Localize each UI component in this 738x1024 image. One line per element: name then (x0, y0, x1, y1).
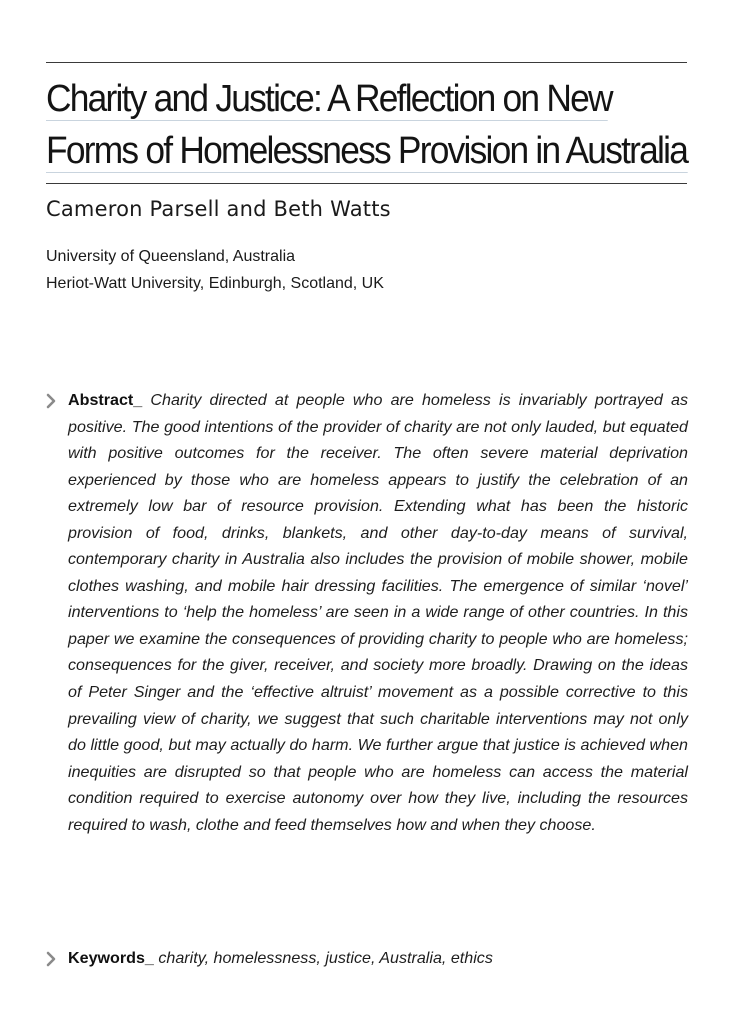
keywords-section (68, 945, 688, 972)
affiliation-list (46, 243, 384, 297)
title-line-2: Forms of Homelessness Provision in Australia (46, 130, 688, 172)
paper-title (46, 73, 688, 177)
keywords-text: charity, homelessness, justice, Australia, ethics (158, 949, 493, 967)
title-line-1-underline (46, 120, 608, 121)
bottom-rule (46, 183, 687, 184)
abstract-label: Abstract_ (68, 391, 143, 409)
affiliation-1: University of Queensland, Australia (46, 248, 296, 265)
abstract-section (68, 387, 688, 838)
abstract-text: Charity directed at people who are homeless is invariably portrayed as positive. The good intentions of the provider of charity are not only lauded, but equated with positive outcomes for the receiver. The often severe material deprivation experienced by those who are homeless appears to justify the celebration of an extremely low bar of resource provision. Extending what has been the historic provision of food, drinks, blankets, and other day-to-day means of survival, contemporary charity in Australia also includes the provision of mobile shower, mobile clothes washing, and mobile hair dressing facilities. The emergence of similar ‘novel’ interventions to ‘help the homeless’ are seen in a wide range of other countries. In this paper we examine the consequences of providing charity to people who are homeless; consequences for the giver, receiver, and society more broadly. Drawing on the ideas of Peter Singer and the ‘effective altruist’ movement as a possible corrective to this prevailing view of charity, we suggest that such charitable interventions may not only do little good, but may actually do harm. We further argue that justice is achieved when inequities are disrupted so that people who are homeless can access the material condition required to exercise autonomy over how they live, including the resources required to wash, clothe and feed themselves how and when they choose. (68, 391, 688, 834)
abstract-chevron-icon (46, 393, 56, 409)
title-line-2-underline (46, 172, 688, 173)
keywords-chevron-icon (46, 951, 56, 967)
affiliation-2: Heriot-Watt University, Edinburgh, Scotland, UK (46, 275, 384, 292)
title-line-1: Charity and Justice: A Reflection on New (46, 78, 612, 120)
author-names: Cameron Parsell and Beth Watts (46, 197, 391, 221)
keywords-label: Keywords_ (68, 949, 154, 967)
top-rule (46, 62, 687, 63)
